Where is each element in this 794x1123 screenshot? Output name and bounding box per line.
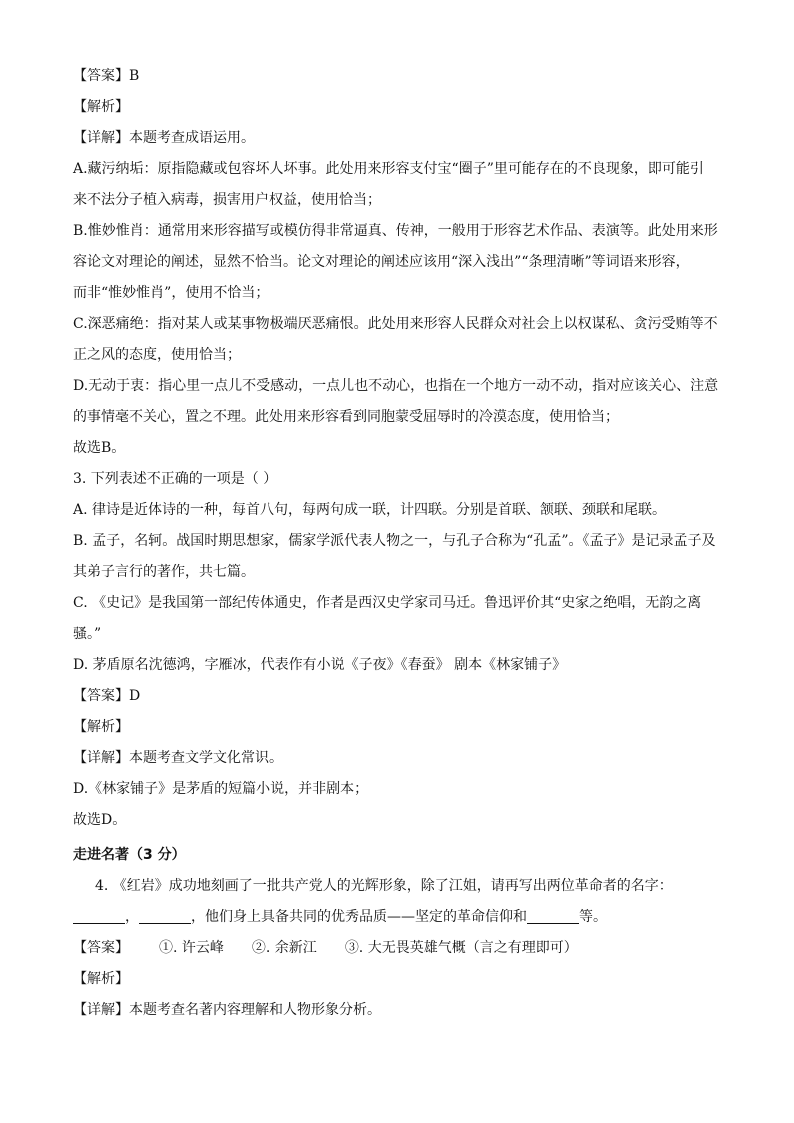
q3-analysis-label: 【解析】 xyxy=(73,719,129,735)
q4-detail-line: 【详解】本题考查名著内容理解和人物形象分析。 xyxy=(73,1002,381,1018)
option-a-line: A.藏污纳垢：原指隐藏或包容坏人坏事。此处用来形容支付宝“圈子”里可能存在的不良现象，即可能引 xyxy=(73,161,704,177)
q3-answer-label: 【答案】D xyxy=(73,688,141,704)
q3-option-d: D. 茅盾原名沈德鸿，字雁冰，代表作有小说《子夜》《春蚕》 剧本《林家铺子》 xyxy=(73,657,567,673)
q4-answer-item-3: ③. 大无畏英雄气概（言之有理即可） xyxy=(344,940,578,956)
option-a-line-2: 来不法分子植入病毒，损害用户权益，使用恰当； xyxy=(73,192,381,208)
q3-option-b: B. 孟子，名轲。战国时期思想家，儒家学派代表人物之一，与孔子合称为“孔孟”。《孟子》是记录孟子及 xyxy=(73,533,716,549)
q3-detail-line: 【详解】本题考查文学文化常识。 xyxy=(73,750,283,766)
question-3: 3. 下列表述不正确的一项是（ ） xyxy=(73,471,278,487)
analysis-label: 【解析】 xyxy=(73,99,129,115)
conclusion-line: 故选B。 xyxy=(73,440,126,456)
q3-conclusion: 故选D。 xyxy=(73,812,127,828)
answer-blank-1 xyxy=(73,909,125,924)
q4-answer-label: 【答案】 xyxy=(73,940,129,956)
question-4-blanks: ， ，他们身上具备共同的优秀品质——坚定的革命信仰和 等。 xyxy=(73,907,733,927)
q4-answer-item-2: ②. 余新江 xyxy=(251,940,317,956)
option-b-line: B.惟妙惟肖：通常用来形容描写或模仿得非常逼真、传神，一般用于形容艺术作品、表演等。此处用来形 xyxy=(73,223,718,239)
answer-blank-2 xyxy=(139,909,191,924)
answer-blank-3 xyxy=(527,909,579,924)
q4-answer-row xyxy=(73,938,733,958)
q3-option-c: C. 《史记》是我国第一部纪传体通史，作者是西汉史学家司马迁。鲁迅评价其“史家之绝唱，无韵之离 xyxy=(73,595,702,611)
detail-line: 【详解】本题考查成语运用。 xyxy=(73,130,255,146)
option-b-line-3: 而非“惟妙惟肖”，使用不恰当； xyxy=(73,285,270,301)
option-c-line: C.深恶痛绝：指对某人或某事物极端厌恶痛恨。此处用来形容人民群众对社会上以权谋私、贪污受贿等不 xyxy=(73,316,718,332)
option-d-line-2: 的事情毫不关心，置之不理。此处用来形容看到同胞蒙受屈辱时的冷漠态度，使用恰当； xyxy=(73,409,619,425)
option-b-line-2: 容论文对理论的阐述，显然不恰当。论文对理论的阐述应该用“深入浅出”“条理清晰”等词语来形容， xyxy=(73,254,690,270)
q3-option-b-2: 其弟子言行的著作，共七篇。 xyxy=(73,564,255,580)
section-heading: 走进名著（3 分） xyxy=(73,847,186,863)
question-4: 4. 《红岩》成功地刻画了一批共产党人的光辉形象，除了江姐，请再写出两位革命者的名字： xyxy=(95,878,673,894)
q3-option-a: A. 律诗是近体诗的一种，每首八句，每两句成一联，计四联。分别是首联、颔联、颈联和尾联。 xyxy=(73,502,667,518)
q3-detail-line-2: D.《林家铺子》是茅盾的短篇小说，并非剧本； xyxy=(73,781,369,797)
option-d-line: D.无动于衷：指心里一点儿不受感动，一点儿也不动心，也指在一个地方一动不动，指对应该关心、注意 xyxy=(73,378,719,394)
answer-label: 【答案】B xyxy=(73,68,140,84)
q4-analysis-label: 【解析】 xyxy=(73,971,129,987)
q4-answer-item-1: ①. 许云峰 xyxy=(159,940,224,956)
q3-option-c-2: 骚。” xyxy=(73,626,102,642)
option-c-line-2: 正之风的态度，使用恰当； xyxy=(73,347,241,363)
